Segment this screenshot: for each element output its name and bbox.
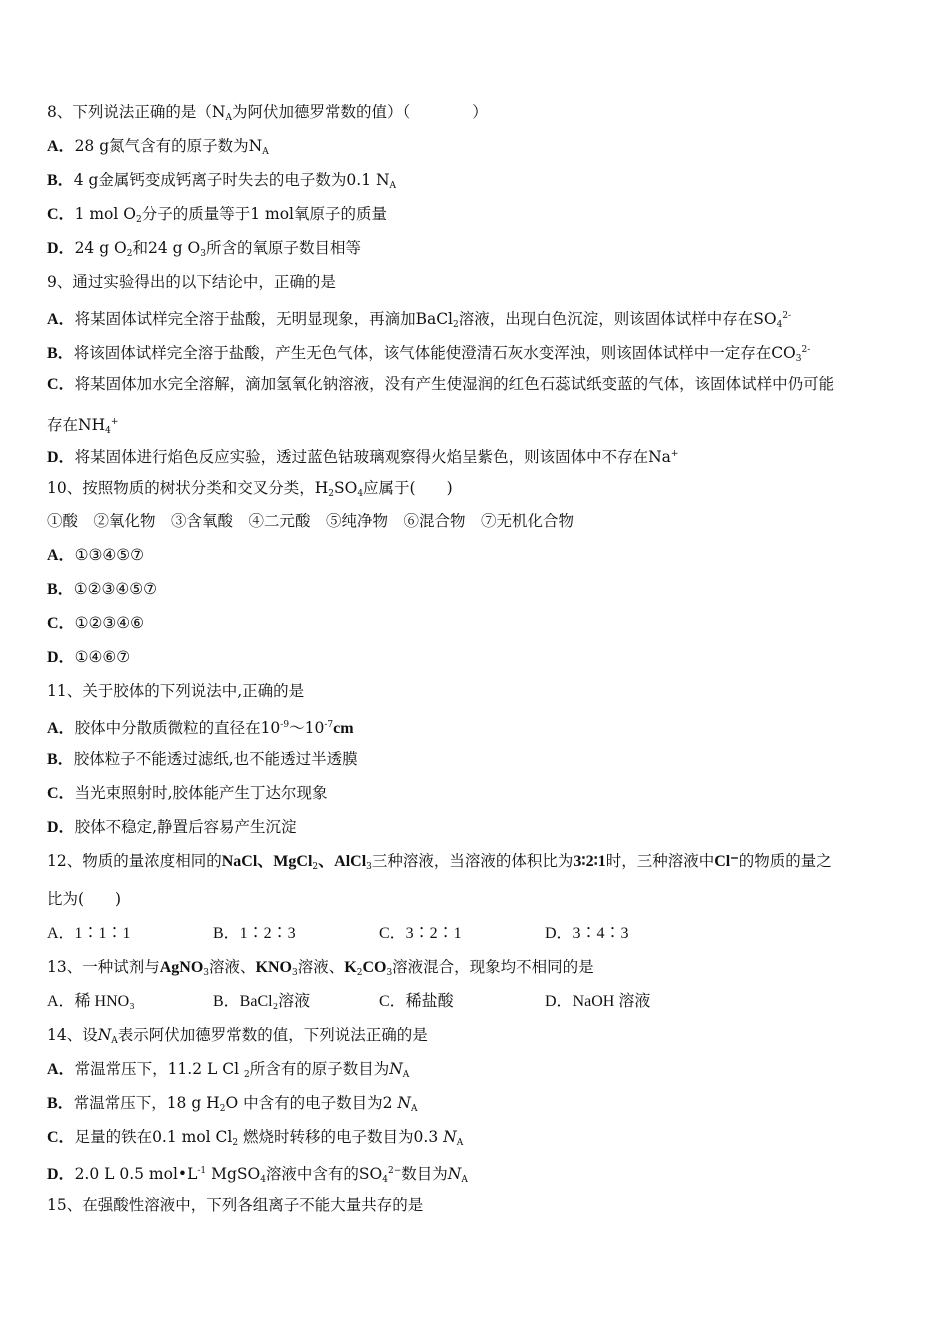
- text-line: [47, 511, 574, 531]
- text-segment: C．: [47, 206, 75, 223]
- text-line: [47, 170, 396, 196]
- text-segment: 燃烧时转移的电子数目为0.3: [238, 1128, 444, 1146]
- text-segment: C．: [47, 376, 75, 393]
- text-segment: MgSO: [206, 1165, 261, 1183]
- text-segment: 2: [356, 968, 363, 978]
- text-segment: D．: [47, 449, 75, 466]
- options-row: [47, 923, 711, 944]
- text-segment: 4: [357, 489, 364, 499]
- text-segment: ①③④⑤⑦: [74, 546, 145, 564]
- text-segment: 2: [135, 215, 142, 225]
- text-segment: 28 g氮气含有的原子数为N: [74, 137, 263, 155]
- text-line: [47, 1025, 428, 1051]
- text-segment: 胶体中分散质微粒的直径在10: [74, 719, 281, 737]
- text-segment: CO: [362, 959, 387, 976]
- text-segment: 3∶2∶1: [573, 853, 606, 870]
- text-segment: A: [111, 1036, 118, 1046]
- text-line: [47, 715, 354, 739]
- text-segment: ①酸 ②氧化物 ③含氧酸 ④二元酸 ⑤纯净物 ⑥混合物 ⑦无机化合物: [47, 512, 575, 530]
- text-segment: A: [262, 147, 269, 157]
- text-segment: 三种溶液，当溶液的体积比为: [371, 852, 574, 870]
- text-segment: +: [670, 449, 679, 459]
- text-segment: 为阿伏加德罗常数的值）（ ）: [231, 103, 488, 121]
- text-segment: 比为( ): [47, 890, 122, 908]
- text-line: [47, 1161, 468, 1190]
- text-segment: A: [456, 1138, 464, 1148]
- text-segment: KNO: [255, 959, 292, 976]
- text-segment: 2−: [387, 1166, 402, 1176]
- text-segment: 3: [203, 968, 210, 978]
- option-b: B．1∶2∶3: [213, 925, 296, 942]
- text-segment: 将某固体进行焰色反应实验，透过蓝色钴玻璃观察得火焰呈紫色，则该固体中不存在Na: [74, 448, 671, 466]
- option-c: C．3∶2∶1: [379, 925, 462, 942]
- text-segment: +: [110, 417, 119, 427]
- text-segment: 10、按照物质的树状分类和交叉分类，H: [47, 479, 329, 497]
- text-segment: 24 g O: [74, 239, 127, 257]
- text-segment: 、AlCl: [318, 853, 367, 870]
- text-segment: 9、通过实验得出的以下结论中，正确的是: [47, 273, 336, 291]
- text-segment: ①②③④⑥: [74, 614, 145, 632]
- text-line: [47, 817, 297, 838]
- text-segment: 2: [126, 249, 133, 259]
- text-segment: C．: [47, 615, 75, 632]
- text-segment: -1: [197, 1166, 207, 1176]
- text-segment: 1 mol O: [74, 205, 136, 223]
- text-segment: -7: [324, 720, 334, 730]
- text-segment: N: [447, 1165, 462, 1183]
- text-segment: 3: [292, 968, 298, 978]
- text-segment: 常温常压下，18 g H: [73, 1094, 220, 1112]
- text-segment: ①④⑥⑦: [74, 648, 131, 666]
- text-line: [47, 340, 810, 369]
- text-segment: 的物质的量之: [738, 852, 832, 870]
- text-segment: B．: [47, 172, 74, 189]
- text-line: [47, 579, 157, 600]
- text-segment: N: [397, 1094, 411, 1112]
- text-segment: 常温常压下，11.2 L Cl: [74, 1060, 244, 1078]
- text-line: [47, 957, 594, 983]
- text-segment: A: [389, 181, 397, 191]
- text-segment: 胶体不稳定,静置后容易产生沉淀: [74, 818, 297, 836]
- text-segment: 和24 g O: [132, 239, 201, 257]
- text-line: [47, 613, 144, 634]
- text-segment: N: [97, 1026, 112, 1044]
- text-segment: 溶液混合，现象均不相同的是: [392, 958, 594, 976]
- text-segment: C．: [47, 1129, 75, 1146]
- text-line: [47, 102, 488, 128]
- text-segment: 足量的铁在0.1 mol Cl: [74, 1128, 233, 1146]
- text-line: [47, 374, 834, 395]
- text-segment: A: [402, 1070, 410, 1080]
- option-b: B．BaCl₂溶液: [213, 993, 311, 1010]
- text-segment: 3: [795, 354, 802, 364]
- text-segment: 14、设: [47, 1026, 98, 1044]
- text-segment: ①②③④⑤⑦: [73, 580, 158, 598]
- text-line: [47, 444, 678, 468]
- text-segment: A．: [47, 138, 75, 155]
- text-segment: B．: [47, 751, 74, 768]
- text-segment: 4: [776, 320, 783, 330]
- text-segment: 3: [200, 249, 206, 259]
- text-segment: C．: [47, 785, 75, 802]
- text-segment: 3: [386, 968, 393, 978]
- text-segment: 2-: [782, 311, 792, 321]
- text-segment: A．: [47, 311, 75, 328]
- text-segment: 所含的氧原子数目相等: [205, 239, 361, 257]
- text-segment: ～10: [289, 719, 325, 737]
- text-line: [47, 545, 144, 566]
- text-segment: 所含有的原子数目为: [249, 1060, 390, 1078]
- text-line: [47, 783, 328, 804]
- text-line: [47, 647, 130, 668]
- text-segment: A: [225, 113, 232, 123]
- text-segment: 胶体粒子不能透过滤纸,也不能透过半透膜: [73, 750, 358, 768]
- text-segment: 溶液中含有的SO: [265, 1165, 383, 1183]
- text-line: [47, 136, 269, 162]
- text-segment: 2: [453, 320, 459, 330]
- text-segment: -9: [280, 720, 290, 730]
- text-segment: 时，三种溶液中: [605, 852, 715, 870]
- text-segment: O 中含有的电子数目为2: [225, 1094, 398, 1112]
- text-segment: N: [443, 1128, 457, 1146]
- text-line: [47, 412, 118, 441]
- text-segment: 2.0 L 0.5 mol•L: [74, 1165, 198, 1183]
- text-segment: 4 g金属钙变成钙离子时失去的电子数为0.1 N: [73, 171, 390, 189]
- text-line: [47, 681, 304, 701]
- text-segment: 溶液、: [209, 958, 256, 976]
- text-segment: 4: [260, 1175, 266, 1185]
- text-segment: 15、在强酸性溶液中，下列各组离子不能大量共存的是: [47, 1196, 424, 1214]
- text-segment: 2: [312, 862, 319, 872]
- text-segment: B．: [47, 345, 74, 362]
- option-c: C．稀盐酸: [379, 993, 454, 1010]
- text-segment: 溶液、: [297, 958, 345, 976]
- text-segment: 2-: [801, 345, 811, 355]
- text-segment: 8、下列说法正确的是（N: [47, 103, 226, 121]
- text-segment: 分子的质量等于1 mol氧原子的质量: [141, 205, 387, 223]
- text-line: [47, 204, 387, 230]
- text-line: [47, 238, 361, 264]
- text-segment: 存在NH: [47, 416, 106, 434]
- text-line: [47, 1093, 417, 1119]
- text-segment: 将某固体加水完全溶解，滴加氢氧化钠溶液，没有产生使湿润的红色石蕊试纸变蓝的气体，该固体试样中仍可能: [74, 375, 835, 393]
- option-d: D．NaOH 溶液: [545, 993, 651, 1010]
- text-segment: 将某固体试样完全溶于盐酸，无明显现象，再滴加BaCl: [74, 310, 454, 328]
- text-segment: 溶液，出现白色沉淀，则该固体试样中存在SO: [458, 310, 777, 328]
- text-segment: N: [389, 1060, 403, 1078]
- text-segment: A: [461, 1175, 468, 1185]
- text-segment: 4: [382, 1175, 388, 1185]
- option-a: A．稀 HNO₃: [47, 993, 135, 1010]
- text-line: [47, 851, 832, 877]
- text-segment: A．: [47, 720, 75, 737]
- text-segment: 4: [105, 426, 111, 436]
- text-segment: 当光束照射时,胶体能产生丁达尔现象: [74, 784, 328, 802]
- text-segment: B．: [47, 581, 74, 598]
- text-segment: D．: [47, 240, 75, 257]
- text-segment: SO: [333, 479, 358, 497]
- text-line: [47, 272, 336, 292]
- text-line: [47, 749, 358, 770]
- text-segment: D．: [47, 649, 75, 666]
- text-segment: 表示阿伏加德罗常数的值，下列说法正确的是: [117, 1026, 428, 1044]
- text-line: [47, 889, 121, 909]
- text-segment: 2: [243, 1070, 250, 1080]
- text-segment: Cl⁻: [714, 853, 739, 870]
- option-a: A．1∶1∶1: [47, 925, 131, 942]
- text-line: [47, 1195, 423, 1215]
- text-segment: 11、关于胶体的下列说法中,正确的是: [47, 682, 305, 700]
- text-segment: B．: [47, 1095, 74, 1112]
- text-line: [47, 478, 453, 504]
- text-segment: 3: [366, 862, 372, 872]
- text-segment: 13、一种试剂与: [47, 958, 160, 976]
- text-segment: 12、物质的量浓度相同的: [47, 852, 222, 870]
- options-row: [47, 991, 711, 1012]
- text-segment: NaCl、MgCl: [221, 853, 313, 870]
- text-segment: 2: [232, 1138, 239, 1148]
- text-segment: A．: [47, 547, 75, 564]
- text-segment: A: [410, 1104, 418, 1114]
- text-line: [47, 1059, 409, 1085]
- text-segment: A．: [47, 1061, 75, 1078]
- text-segment: 应属于( ): [363, 479, 453, 497]
- text-segment: 将该固体试样完全溶于盐酸，产生无色气体，该气体能使澄清石灰水变浑浊，则该固体试样中一定存在CO: [73, 344, 796, 362]
- text-segment: D．: [47, 1166, 75, 1183]
- text-segment: AgNO: [159, 959, 204, 976]
- text-segment: cm: [333, 720, 354, 737]
- text-segment: K: [344, 959, 357, 976]
- option-d: D．3∶4∶3: [545, 925, 629, 942]
- text-line: [47, 306, 791, 335]
- text-segment: D．: [47, 819, 75, 836]
- text-segment: 2: [328, 489, 334, 499]
- text-segment: 数目为: [401, 1165, 448, 1183]
- text-line: [47, 1127, 463, 1153]
- text-segment: 2: [219, 1104, 226, 1114]
